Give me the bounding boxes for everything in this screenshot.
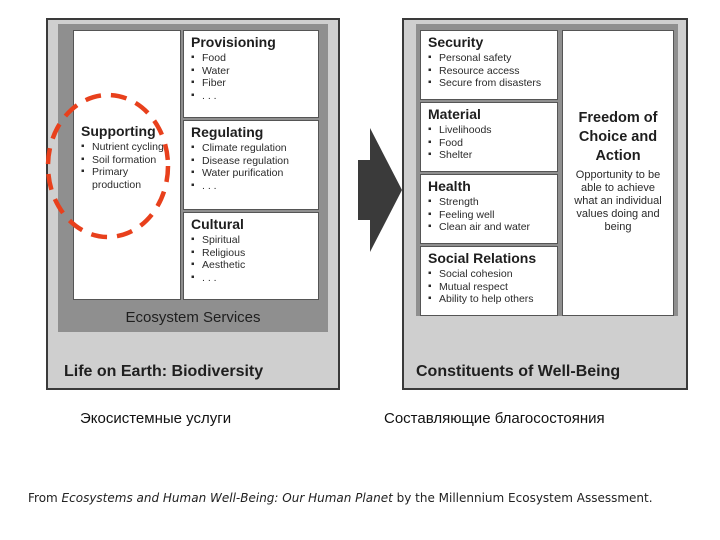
list-item: ▪ Shelter <box>428 149 551 162</box>
material-list <box>428 124 551 162</box>
provisioning-box <box>183 30 319 118</box>
list-item: ▪ . . . <box>191 90 312 103</box>
supporting-title: Supporting <box>81 123 156 139</box>
material-title: Material <box>428 106 481 122</box>
security-title: Security <box>428 34 484 50</box>
list-item: ▪ Secure from disasters <box>428 77 551 90</box>
social-relations-title: Social Relations <box>428 250 537 266</box>
list-item: ▪ Feeling well <box>428 209 551 222</box>
list-item: ▪ . . . <box>191 180 312 193</box>
list-item: ▪ Aesthetic <box>191 259 312 272</box>
regulating-title: Regulating <box>191 124 264 140</box>
health-list <box>428 196 551 234</box>
social-relations-box <box>420 246 558 316</box>
biodiversity-title: Life on Earth: Biodiversity <box>64 363 264 380</box>
list-item: ▪ Water purification <box>191 167 312 180</box>
list-item: ▪ Primary production <box>81 166 174 191</box>
well-being-title: Constituents of Well-Being <box>416 363 621 380</box>
highlight-circle <box>40 86 180 246</box>
source-suffix: by the Millennium Ecosystem Assessment. <box>392 491 653 505</box>
list-item: ▪ Disease regulation <box>191 155 312 168</box>
caption-ecosystem-services: Экосистемные услуги <box>80 410 232 427</box>
list-item: ▪ Food <box>191 52 312 65</box>
provisioning-title: Provisioning <box>191 34 276 50</box>
list-item: ▪ Fiber <box>191 77 312 90</box>
list-item: ▪ Livelihoods <box>428 124 551 137</box>
list-item: ▪ Mutual respect <box>428 281 551 294</box>
ecosystem-services-label: Ecosystem Services <box>125 309 261 326</box>
freedom-box <box>562 30 674 316</box>
list-item: ▪ Religious <box>191 247 312 260</box>
freedom-description: Opportunity to be able to achieve what an individual values doing and being <box>574 169 662 233</box>
material-box <box>420 102 558 172</box>
list-item: ▪ Water <box>191 65 312 78</box>
social-relations-list <box>428 268 551 306</box>
list-item: ▪ Spiritual <box>191 234 312 247</box>
list-item: ▪ . . . <box>191 272 312 285</box>
list-item: ▪ Soil formation <box>81 154 174 167</box>
list-item: ▪ Clean air and water <box>428 221 551 234</box>
list-item: ▪ Nutrient cycling <box>81 141 174 154</box>
caption-well-being: Составляющие благосостояния <box>384 410 605 427</box>
health-box <box>420 174 558 244</box>
list-item: ▪ Resource access <box>428 65 551 78</box>
health-title: Health <box>428 178 471 194</box>
source-prefix: From <box>28 491 62 505</box>
list-item: ▪ Social cohesion <box>428 268 551 281</box>
freedom-title: Freedom of Choice and Action <box>578 110 658 164</box>
list-item: ▪ Personal safety <box>428 52 551 65</box>
list-item: ▪ Ability to help others <box>428 293 551 306</box>
list-item: ▪ Strength <box>428 196 551 209</box>
security-box <box>420 30 558 100</box>
arrow-icon <box>358 128 406 258</box>
list-item: ▪ Climate regulation <box>191 142 312 155</box>
list-item: ▪ Food <box>428 137 551 150</box>
security-list <box>428 52 551 90</box>
cultural-list <box>191 234 312 284</box>
provisioning-list <box>191 52 312 102</box>
regulating-list <box>191 142 312 192</box>
cultural-title: Cultural <box>191 216 244 232</box>
source-title: Ecosystems and Human Well-Being: Our Human Planet <box>61 491 393 505</box>
cultural-box <box>183 212 319 300</box>
regulating-box <box>183 120 319 210</box>
source-citation <box>28 489 668 508</box>
